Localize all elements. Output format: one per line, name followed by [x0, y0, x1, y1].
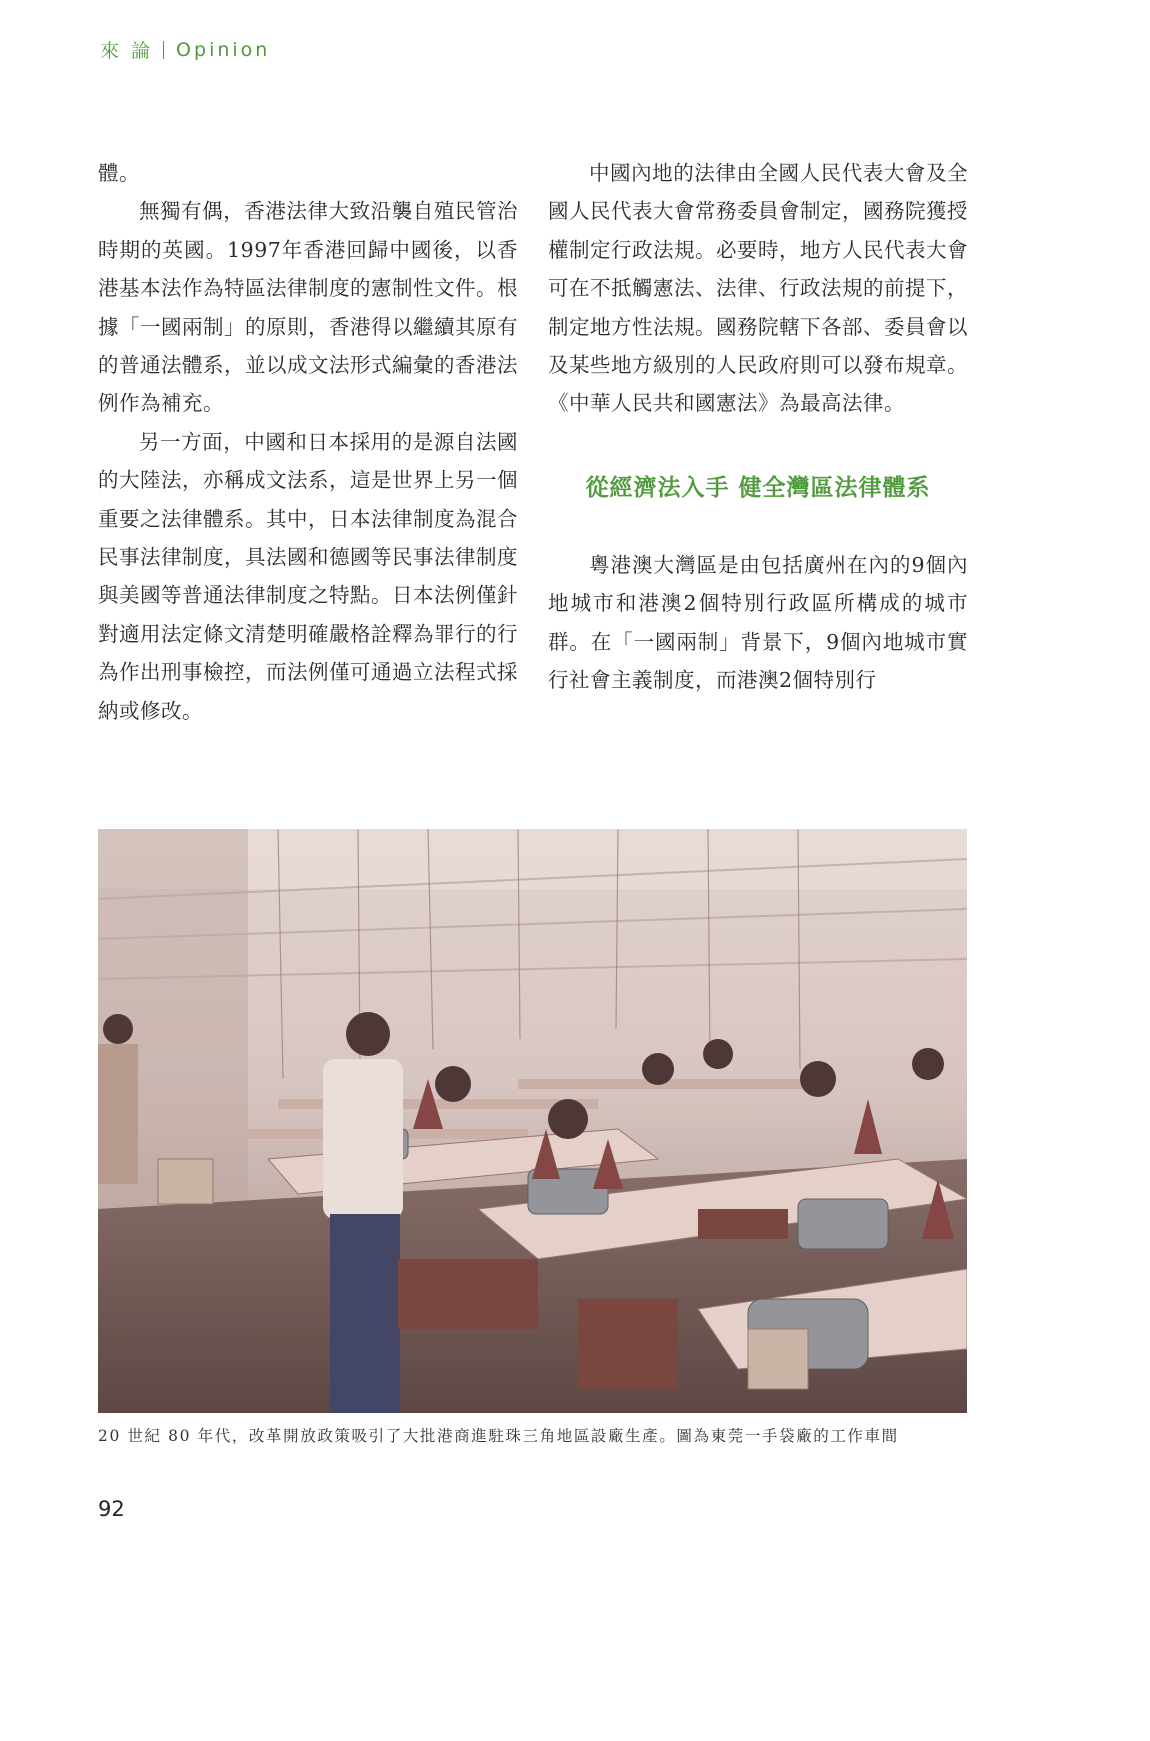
paragraph: 粵港澳大灣區是由包括廣州在內的9個內地城市和港澳2個特別行政區所構成的城市群。在「一國兩制」背景下，9個內地城市實行社會主義制度，而港澳2個特別行	[548, 552, 968, 693]
paragraph: 無獨有偶，香港法律大致沿襲自殖民管治時期的英國。1997年香港回歸中國後，以香港基本法作為特區法律制度的憲制性文件。根據「一國兩制」的原則，香港得以繼續其原有的普通法體系，並以成文法形式編彙的香港法例作為補充。	[98, 199, 518, 416]
section-label: Opinion	[176, 38, 271, 61]
paragraph: 中國內地的法律由全國人民代表大會及全國人民代表大會常務委員會制定，國務院獲授權制定行政法規。必要時，地方人民代表大會可在不抵觸憲法、法律、行政法規的前提下，制定地方性法規。國務院轄下各部、委員會以及某些地方級別的人民政府則可以發布規章。《中華人民共和國憲法》為最高法律。	[548, 161, 968, 416]
factory-photo	[98, 829, 967, 1413]
section-title: 來 論	[100, 40, 154, 62]
paragraph: 另一方面，中國和日本採用的是源自法國的大陸法，亦稱成文法系，這是世界上另一個重要之法律體系。其中，日本法律制度為混合民事法律制度，具法國和德國等民事法律制度與美國等普通法律制度之特點。日本法例僅針對適用法定條文清楚明確嚴格詮釋為罪行的行為作出刑事檢控，而法例僅可通過立法程式採納或修改。	[98, 429, 518, 723]
section-subheading: 從經濟法入手 健全灣區法律體系	[585, 474, 931, 501]
factory-photo-illustration	[98, 829, 967, 1413]
right-column	[548, 154, 968, 699]
page-number: 92	[98, 1497, 125, 1521]
paragraph: 體。	[98, 161, 140, 185]
left-column	[98, 154, 518, 730]
section-header	[100, 36, 270, 63]
photo-caption: 20 世紀 80 年代，改革開放政策吸引了大批港商進駐珠三角地區設廠生產。圖為東莞一手袋廠的工作車間	[98, 1427, 899, 1445]
header-divider	[163, 41, 164, 59]
